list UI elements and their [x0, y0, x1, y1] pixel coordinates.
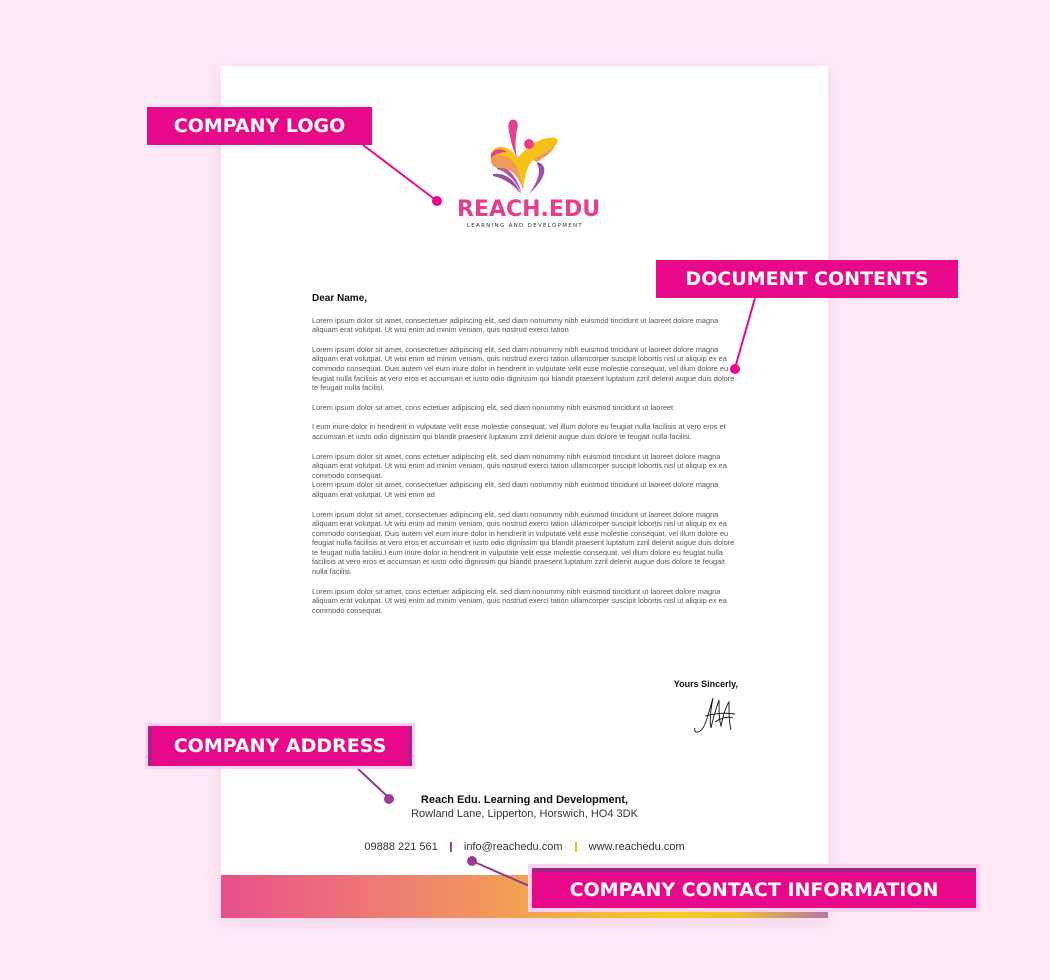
- company-street-address: Rowland Lane, Lipperton, Horswich, HO4 3DK: [411, 808, 638, 820]
- company-name: Reach Edu. Learning and Development,: [420, 794, 629, 806]
- letter-paragraph: Lorem ipsum dolor sit amet, cons ectetuer adipiscing elit, sed diam nonummy nibh euismod tincidunt ut laoreet dolore magna aliquam erat volutpat. Ut wisi enim ad minim veniam, quis nostrud exerci tation ullamcorper suscipit lobortis nisl ut aliquip ex ea commodo consequat.: [312, 451, 727, 480]
- letter-paragraph: Lorem ipsum dolor sit amet, consectetuer adipiscing elit, sed diam nonummy nibh euismod tincidunt ut laoreet dolore magna aliquam erat volutpat. Ut wisi enim ad minim veniam, quis nostrud exerci tation ullamcorper suscipit lobortis nisl ut aliquip ex ea commodo consequat. Duis autem vel eum iriure dolor in hendrerit in vulputate velit esse molestie consequat, vel illum dolore eu feugiat nulla facilisis at vero eros et accumsan et iusto odio dignissim qui blandit praesent luptatum zzril delenit augue duis dolore te feugait nulla facilisi.I eum iriure dolor in hendrerit in vulputate velit esse molestie consequat, vel illum dolore eu feugiat nulla facilisis at vero eros et accumsan et iusto odio dignissim qui blandit praesent luptatum zzril delenit augue duis dolore te feugait nulla facilisi.: [312, 509, 735, 577]
- letter-greeting: Dear Name,: [312, 293, 368, 304]
- separator-divider: [575, 842, 577, 852]
- separator-divider: [450, 842, 452, 852]
- letter-paragraph: I eum iriure dolor in hendrerit in vulputate velit esse molestie consequat, vel illum dolore eu feugiat nulla facilisis at vero eros et accumsan et iusto odio dignissim qui blandit praesent luptatum zzril delenit augue duis dolore te feugait nulla facilisi.: [312, 422, 726, 441]
- company-address: [221, 793, 828, 821]
- letter-paragraph: Lorem ipsum dolor sit amet, cons ectetuer adipiscing elit, sed diam nonummy nibh euismod tincidunt ut laoreet: [312, 402, 674, 412]
- letter-body: [312, 294, 740, 625]
- callout-company-contact-information: COMPANY CONTACT INFORMATION: [532, 868, 976, 908]
- letter-paragraph: Lorem ipsum dolor sit amet, consectetuer adipiscing elit, sed diam nonummy nibh euismod tincidunt ut laoreet dolore magna aliquam erat volutpat. Ut wisi enim ad minim veniam, quis nostrud exerci tation ullamcorper suscipit lobortis nisl ut aliquip ex ea commodo consequat. Duis autem vel eum iriure dolor in hendrerit in vulputate velit esse molestie consequat, vel illum dolore eu feugiat nulla facilisis at vero eros et accumsan et iusto odio dignissim qui blandit praesent luptatum zzril delenit augue duis dolore te feugait nulla facilisi.: [312, 344, 735, 393]
- letter-paragraph: Lorem ipsum dolor sit amet, consectetuer adipiscing elit, sed diam nonummy nibh euismod tincidunt ut laoreet dolore magna aliquam erat volutpat. Ut wisi enim ad: [312, 480, 719, 499]
- letter-paragraph: Lorem ipsum dolor sit amet, cons ectetuer adipiscing elit, sed diam nonummy nibh euismod tincidunt ut laoreet dolore magna aliquam erat volutpat. Ut wisi enim ad minim veniam, quis nostrud exerci tation ullamcorper suscipit lobortis nisl ut aliquip ex ea commodo consequat.: [312, 586, 727, 615]
- letter-paragraph: Lorem ipsum dolor sit amet, consectetuer adipiscing elit, sed diam nonummy nibh euismod tincidunt ut laoreet dolore magna aliquam erat volutpat. Ut wisi enim ad minim veniam, quis nostrud exerci tation: [312, 315, 719, 335]
- contact-phone: 09888 221 561: [364, 841, 438, 853]
- letterhead-page: [221, 66, 828, 918]
- company-contact: [221, 841, 828, 853]
- company-logo: [457, 114, 601, 229]
- callout-company-address: COMPANY ADDRESS: [148, 726, 412, 766]
- handwritten-signature-icon: [691, 694, 741, 736]
- letter-signoff: Yours Sincerly,: [673, 679, 738, 689]
- logo-wordmark: REACH.EDU: [457, 197, 601, 222]
- contact-website[interactable]: www.reachedu.com: [588, 841, 685, 853]
- contact-email[interactable]: info@reachedu.com: [463, 841, 563, 853]
- callout-company-logo: COMPANY LOGO: [147, 107, 372, 145]
- callout-document-contents: DOCUMENT CONTENTS: [656, 260, 958, 298]
- reach-edu-figure-icon: [485, 114, 565, 198]
- logo-tagline: LEARNING AND DEVELOPMENT: [466, 223, 584, 229]
